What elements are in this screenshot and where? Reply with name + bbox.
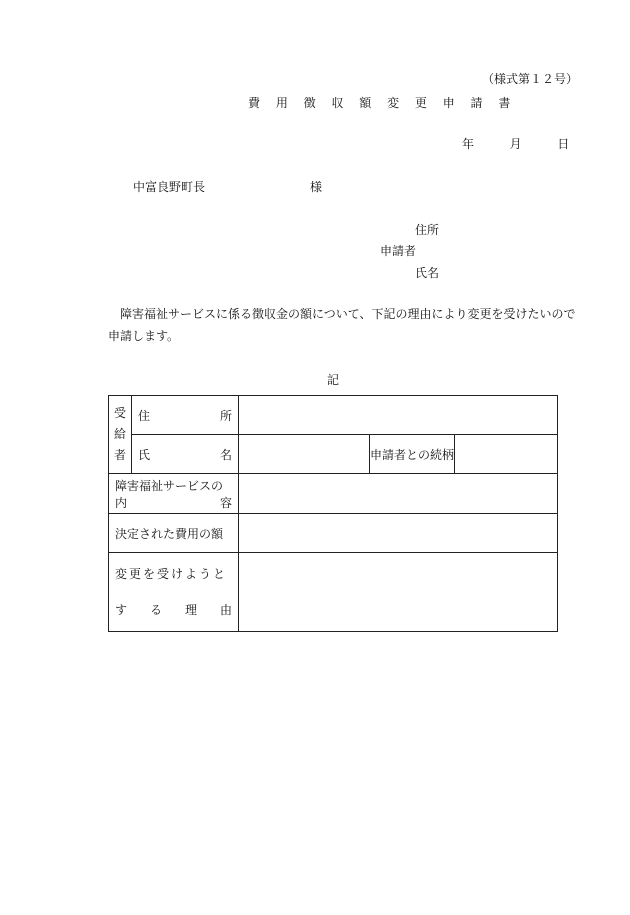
recipient-address-label: 住 所 — [132, 396, 239, 435]
change-reason-label: 変更を受けようと す る 理 由 — [109, 553, 239, 632]
relation-field[interactable] — [455, 435, 558, 474]
decided-amount-label: 決定された費用の額 — [109, 514, 239, 553]
date-month-label: 月 — [509, 137, 522, 151]
addressee-honorific: 様 — [310, 180, 323, 194]
relation-label: 申請者との続柄 — [370, 435, 455, 474]
recipient-address-field[interactable] — [239, 396, 558, 435]
addressee-name: 中富良野町長 — [133, 180, 206, 194]
applicant-name-label: 氏名 — [415, 266, 440, 280]
date-day-label: 日 — [557, 137, 570, 151]
recipient-label: 受 給 者 — [109, 396, 132, 474]
applicant-address-label: 住所 — [415, 223, 440, 237]
request-statement: 障害福祉サービスに係る徴収金の額について、下記の理由により変更を受けたいので申請します。 — [108, 307, 576, 343]
form-number: （様式第１２号） — [482, 72, 579, 86]
change-reason-field[interactable] — [239, 553, 558, 632]
date-year-label: 年 — [462, 137, 475, 151]
applicant-label: 申請者 — [380, 244, 417, 258]
service-content-label: 障害福祉サービスの 内 容 — [109, 474, 239, 514]
ki-heading: 記 — [327, 373, 340, 387]
service-content-field[interactable] — [239, 474, 558, 514]
decided-amount-field[interactable] — [239, 514, 558, 553]
recipient-name-label: 氏 名 — [132, 435, 239, 474]
recipient-name-field[interactable] — [239, 435, 370, 474]
application-form-table — [108, 395, 558, 632]
date-line — [462, 135, 569, 152]
page-title: 費 用 徴 収 額 変 更 申 請 書 — [248, 96, 517, 110]
